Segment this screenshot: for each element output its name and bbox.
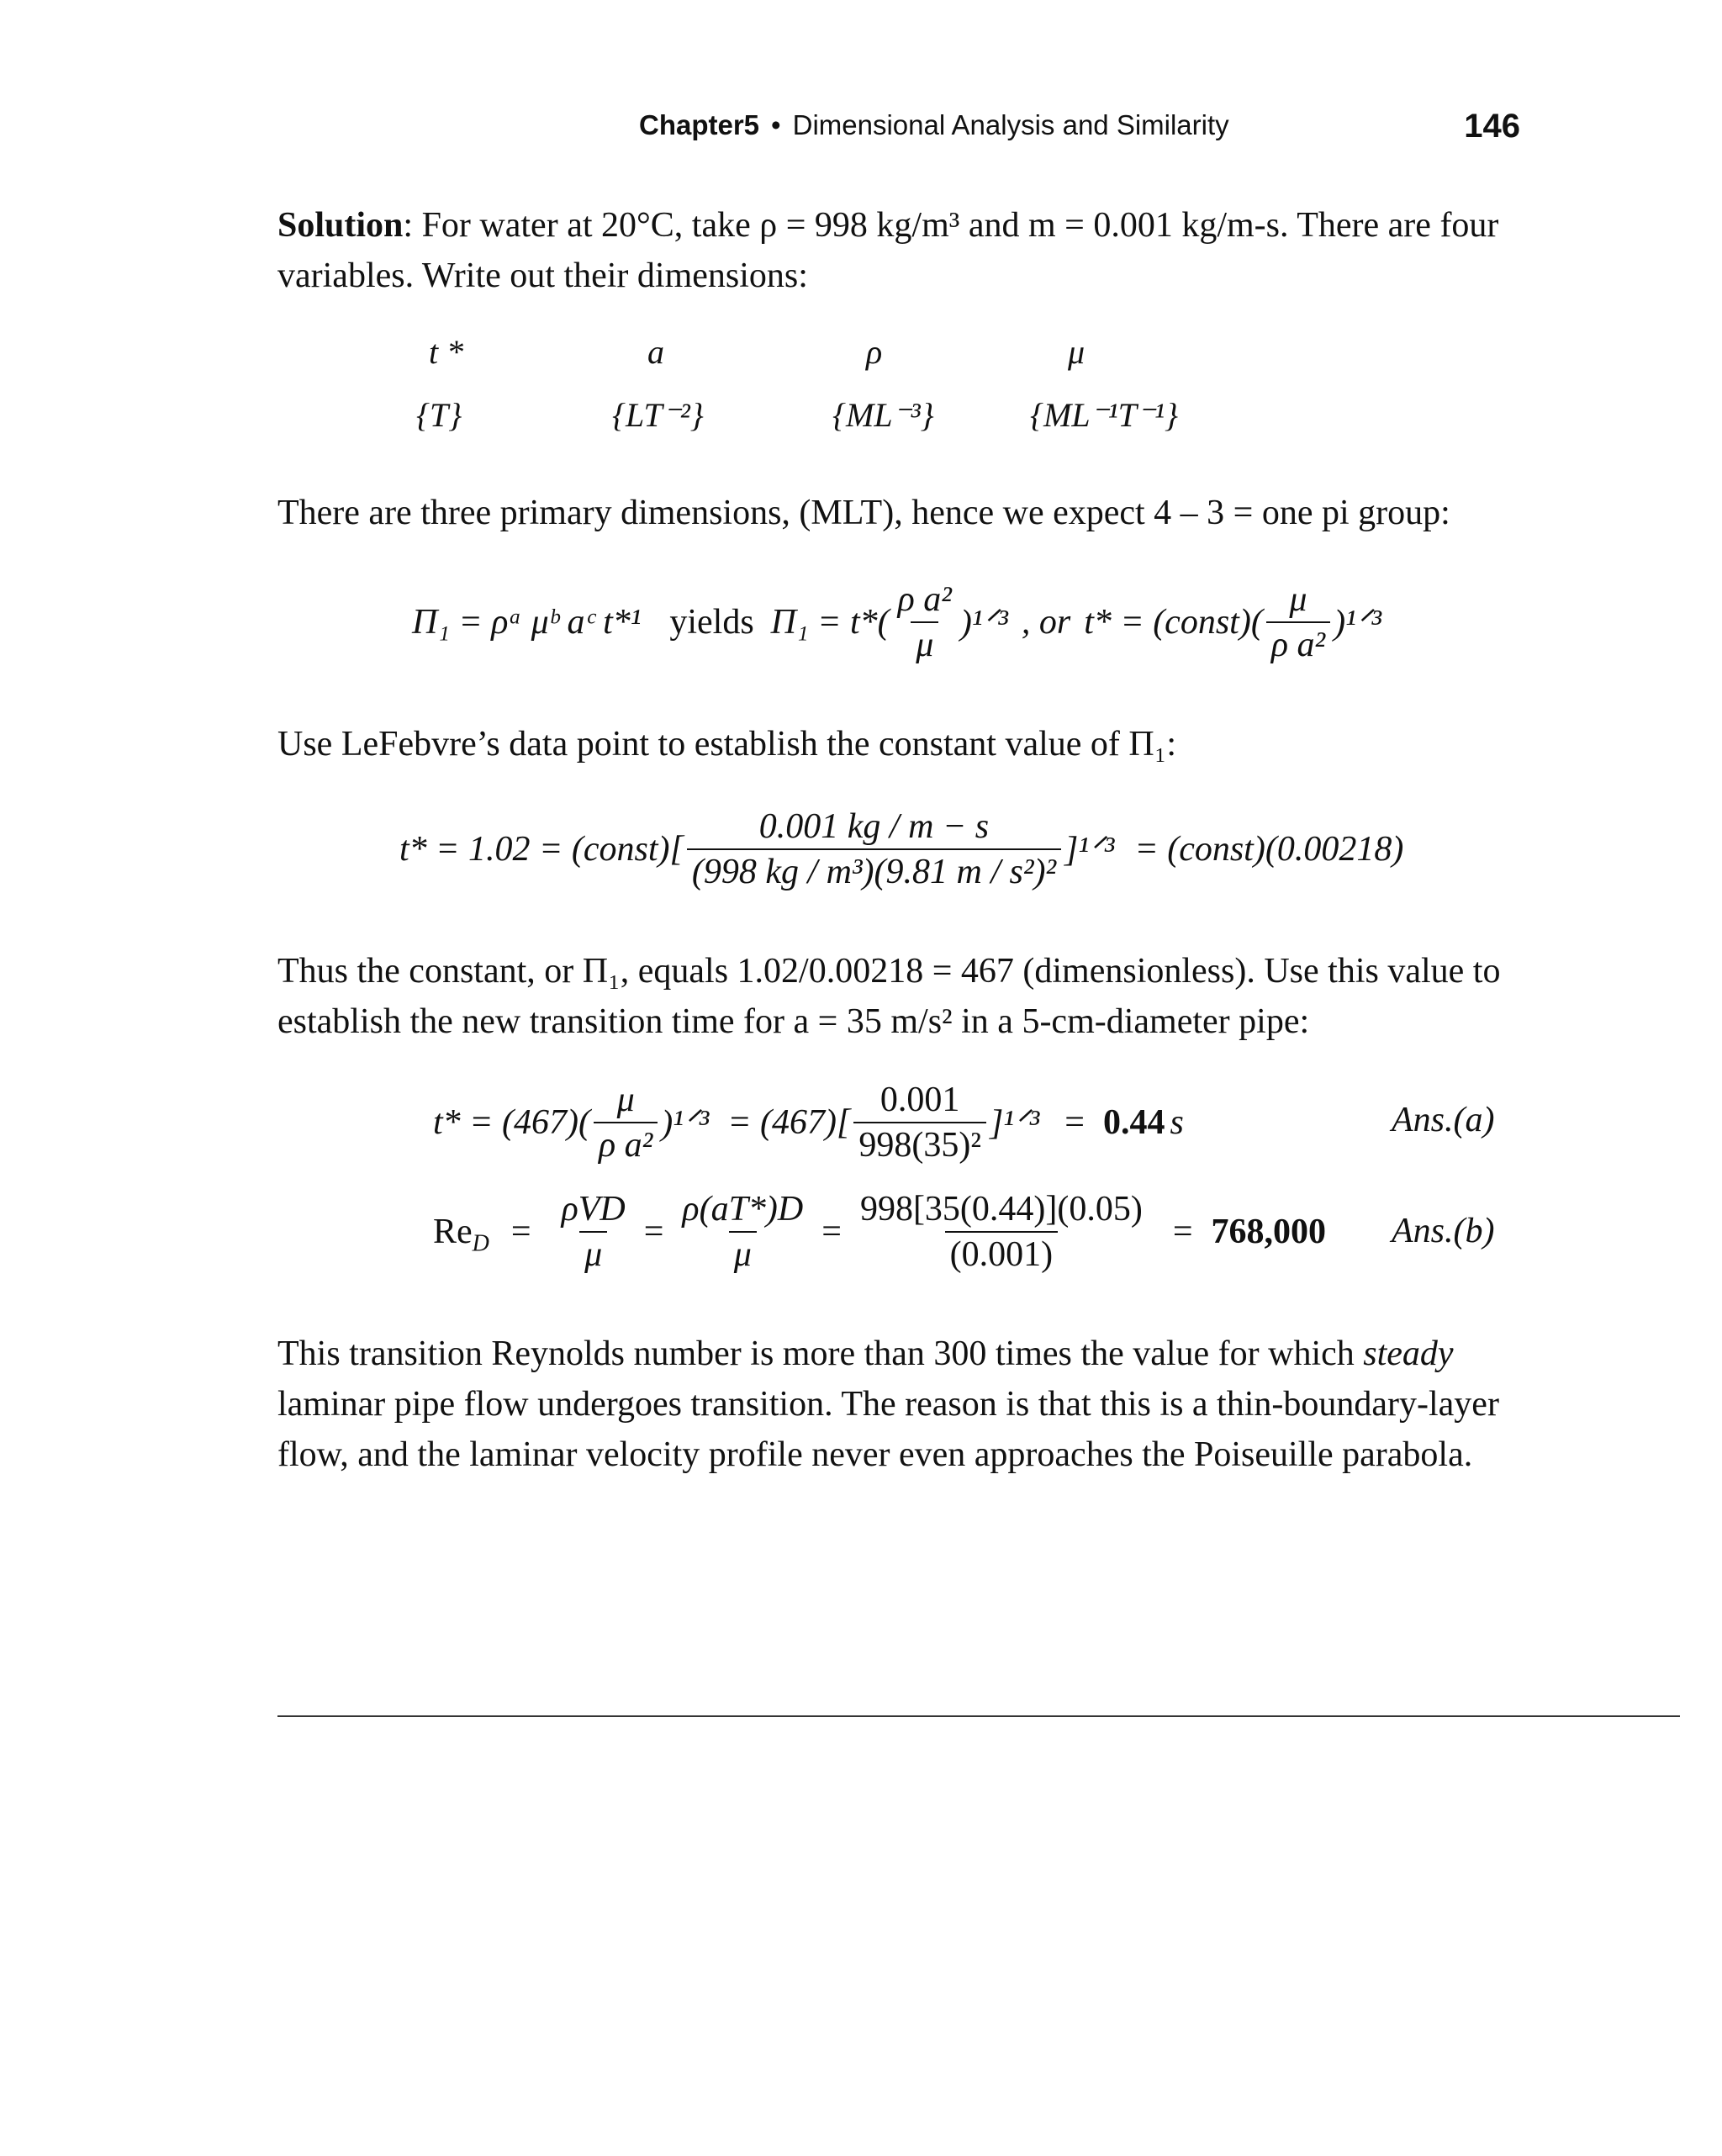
dim-value-t: {T} bbox=[416, 396, 462, 434]
re-fraction-2: $\frac{\rho(aT*)D}{\mu}$ bbox=[682, 1190, 804, 1274]
t-star-exponent: )¹ᐟ³ bbox=[1334, 604, 1382, 642]
pi1-fraction: $\frac{\text{ρ a²}}{\mu}$ bbox=[897, 580, 952, 664]
dim-value-mu: {ML⁻¹T⁻¹} bbox=[1030, 396, 1179, 434]
time-exponent-1: )¹ᐟ³ bbox=[661, 1104, 710, 1143]
re-equals-3: = bbox=[821, 1213, 842, 1251]
lefebvre-rhs: = (const)(0.00218) bbox=[1134, 830, 1404, 869]
pi1-expr: Π₁ = t*( bbox=[770, 603, 890, 642]
dim-var-mu: μ bbox=[1068, 333, 1085, 371]
closing-paragraph bbox=[277, 1329, 1589, 1480]
solution-label: Solution bbox=[277, 206, 404, 245]
re-result: 768,000 bbox=[1211, 1213, 1327, 1251]
constant-line1: Thus the constant, or Π₁, equals 1.02/0.00218 = 467 (dimensionless). Use this value to bbox=[277, 952, 1501, 991]
running-header bbox=[639, 109, 1229, 141]
answer-b-label: Ans.(b) bbox=[1392, 1212, 1495, 1250]
re-equals-4: = bbox=[1172, 1213, 1193, 1251]
pi-group-equation bbox=[412, 580, 1381, 664]
page-number: 146 bbox=[1464, 108, 1520, 145]
t-star-fraction: $\frac{\mu}{\text{ρ a²}}$ bbox=[1266, 579, 1330, 665]
solution-line1: : For water at 20°C, take ρ = 998 kg/m³ and m = 0.001 kg/m-s. There are four bbox=[403, 206, 1499, 245]
re-fraction-1: $\frac{\text{ρVD}}{\mu}$ bbox=[561, 1190, 626, 1274]
lefebvre-text: Use LeFebvre’s data point to establish the constant value of Π₁: bbox=[277, 725, 1177, 764]
time-unit: s bbox=[1170, 1103, 1184, 1142]
transition-time-equation bbox=[433, 1081, 1184, 1165]
header-separator: • bbox=[771, 109, 781, 140]
t-star-expr: t* = (const)( bbox=[1084, 603, 1263, 642]
footer-rule bbox=[277, 1715, 1680, 1717]
pi-yields: yields bbox=[669, 603, 754, 642]
primary-dims-text: There are three primary dimensions, (MLT), hence we expect 4 – 3 = one pi group: bbox=[277, 494, 1450, 532]
time-result: 0.44 bbox=[1102, 1103, 1165, 1142]
re-equals-1: = bbox=[510, 1213, 531, 1251]
pi-lhs: Π₁ = ρᵃ μᵇ aᶜ t*¹ bbox=[412, 603, 642, 642]
re-lhs: $Re_D$ bbox=[433, 1213, 489, 1257]
closing-steady: steady bbox=[1363, 1334, 1454, 1373]
lefebvre-fraction: $\frac{0.001 kg / m - s}{\text{(998 kg / m³)(9.81 m / s²)²}}$ bbox=[687, 806, 1061, 892]
pi-or: , or bbox=[1021, 603, 1071, 642]
closing-line1: This transition Reynolds number is more than 300 times the value for which bbox=[277, 1334, 1364, 1373]
lefebvre-exponent: ]¹ᐟ³ bbox=[1064, 831, 1115, 869]
lefebvre-lhs: t* = 1.02 = (const)[ bbox=[399, 830, 684, 869]
time-lhs: t* = (467)( bbox=[433, 1103, 590, 1142]
dim-value-a: {LT⁻²} bbox=[612, 396, 704, 434]
re-equals-2: = bbox=[643, 1213, 664, 1251]
dim-var-a: a bbox=[647, 333, 664, 371]
dim-value-rho: {ML⁻³} bbox=[832, 396, 934, 434]
closing-line2: laminar pipe flow undergoes transition. The reason is that this is a thin-boundary-layer bbox=[277, 1385, 1499, 1424]
chapter-label: Chapter5 bbox=[639, 109, 760, 140]
time-fraction-2: $\frac{0.001}{\text{998(35)²}}$ bbox=[853, 1080, 986, 1165]
time-exponent-2: ]¹ᐟ³ bbox=[989, 1104, 1040, 1143]
constant-paragraph bbox=[277, 946, 1589, 1047]
re-fraction-3: $\frac{998[35(0.44)](0.05)}{(0.001)}$ bbox=[859, 1190, 1143, 1274]
time-equals: = bbox=[1064, 1103, 1085, 1142]
dim-var-t: t * bbox=[429, 333, 464, 371]
solution-paragraph bbox=[277, 200, 1589, 301]
reynolds-equation bbox=[433, 1186, 1326, 1278]
dim-var-rho: ρ bbox=[866, 333, 883, 371]
time-fraction-1: $\frac{\mu}{\text{ρ a²}}$ bbox=[594, 1080, 658, 1165]
answer-a-label: Ans.(a) bbox=[1392, 1101, 1495, 1139]
lefebvre-equation bbox=[399, 803, 1403, 896]
solution-line2: variables. Write out their dimensions: bbox=[277, 256, 808, 295]
chapter-title: Dimensional Analysis and Similarity bbox=[792, 109, 1229, 140]
pi1-exponent: )¹ᐟ³ bbox=[959, 604, 1008, 642]
constant-line2: establish the new transition time for a = 35 m/s² in a 5-cm-diameter pipe: bbox=[277, 1002, 1310, 1041]
closing-line3: flow, and the laminar velocity profile never even approaches the Poiseuille parabola. bbox=[277, 1435, 1473, 1474]
time-mid: = (467)[ bbox=[727, 1103, 851, 1142]
